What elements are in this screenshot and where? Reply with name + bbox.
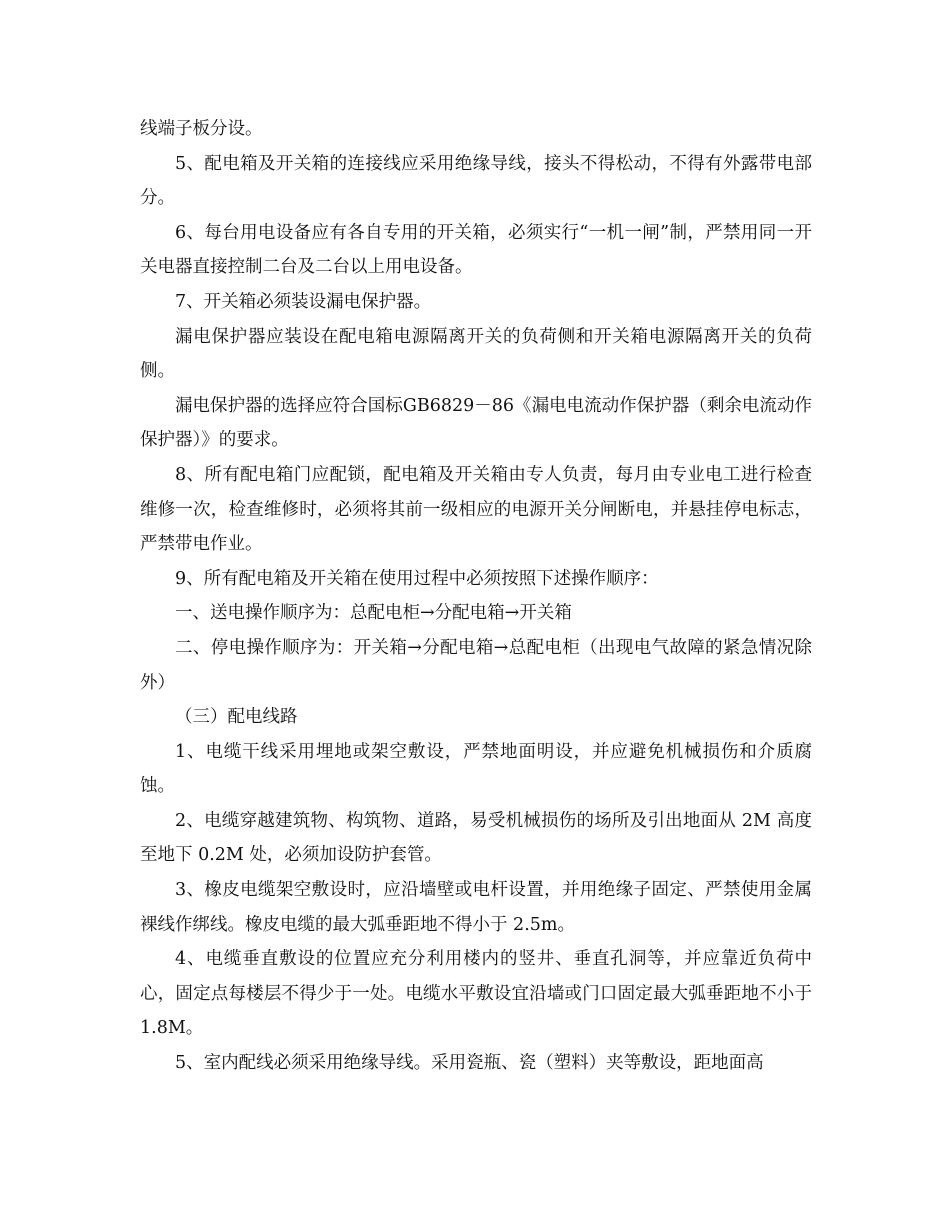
paragraph-item-9: 9、所有配电箱及开关箱在使用过程中必须按照下述操作顺序： [175, 568, 659, 589]
paragraph-line-1: 1、电缆干线采用埋地或架空敷设，严禁地面明设，并应避免机械损伤和介质腐蚀。 [140, 741, 812, 797]
paragraph-item-5: 5、配电箱及开关箱的连接线应采用绝缘导线，接头不得松动，不得有外露带电部分。 [140, 153, 812, 209]
paragraph-power-on-sequence: 一、送电操作顺序为：总配电柜→分配电箱→开关箱 [175, 603, 572, 624]
paragraph-line-2: 2、电缆穿越建筑物、构筑物、道路，易受机械损伤的场所及引出地面从 2M 高度至地下 0.2M 处，必须加设防护套管。 [140, 810, 812, 866]
section-heading-distribution-lines: （三）配电线路 [175, 707, 298, 728]
paragraph-leakage-protector-installation: 漏电保护器应装设在配电箱电源隔离开关的负荷侧和开关箱电源隔离开关的负荷侧。 [140, 326, 812, 382]
paragraph-line-3: 3、橡皮电缆架空敷设时，应沿墙壁或电杆设置，并用绝缘子固定、严禁使用金属裸线作绑线。橡皮电缆的最大弧垂距地不得小于 2.5m。 [140, 880, 812, 935]
paragraph-item-7: 7、开关箱必须装设漏电保护器。 [175, 291, 432, 312]
paragraph-leakage-protector-standard: 漏电保护器的选择应符合国标GB6829－86《漏电电流动作保护器（剩余电流动作保护器）》的要求。 [140, 395, 812, 451]
paragraph-power-off-sequence: 二、停电操作顺序为：开关箱→分配电箱→总配电柜（出现电气故障的紧急情况除外） [140, 637, 812, 693]
paragraph-item-8: 8、所有配电箱门应配锁，配电箱及开关箱由专人负责，每月由专业电工进行检查维修一次，检查维修时，必须将其前一级相应的电源开关分闸断电，并悬挂停电标志，严禁带电作业。 [140, 464, 812, 555]
document-body [140, 112, 812, 1081]
paragraph-line-5: 5、室内配线必须采用绝缘导线。采用瓷瓶、瓷（塑料）夹等敷设，距地面高 [175, 1053, 764, 1074]
paragraph-item-6: 6、每台用电设备应有各自专用的开关箱，必须实行“一机一闸”制，严禁用同一开关电器直接控制二台及二台以上用电设备。 [140, 222, 812, 278]
paragraph-line-4: 4、电缆垂直敷设的位置应充分利用楼内的竖井、垂直孔洞等，并应靠近负荷中心，固定点每楼层不得少于一处。电缆水平敷设宜沿墙或门口固定最大弧垂距地不小于 1.8M。 [140, 949, 812, 1039]
paragraph-continuation: 线端子板分设。 [140, 119, 263, 139]
